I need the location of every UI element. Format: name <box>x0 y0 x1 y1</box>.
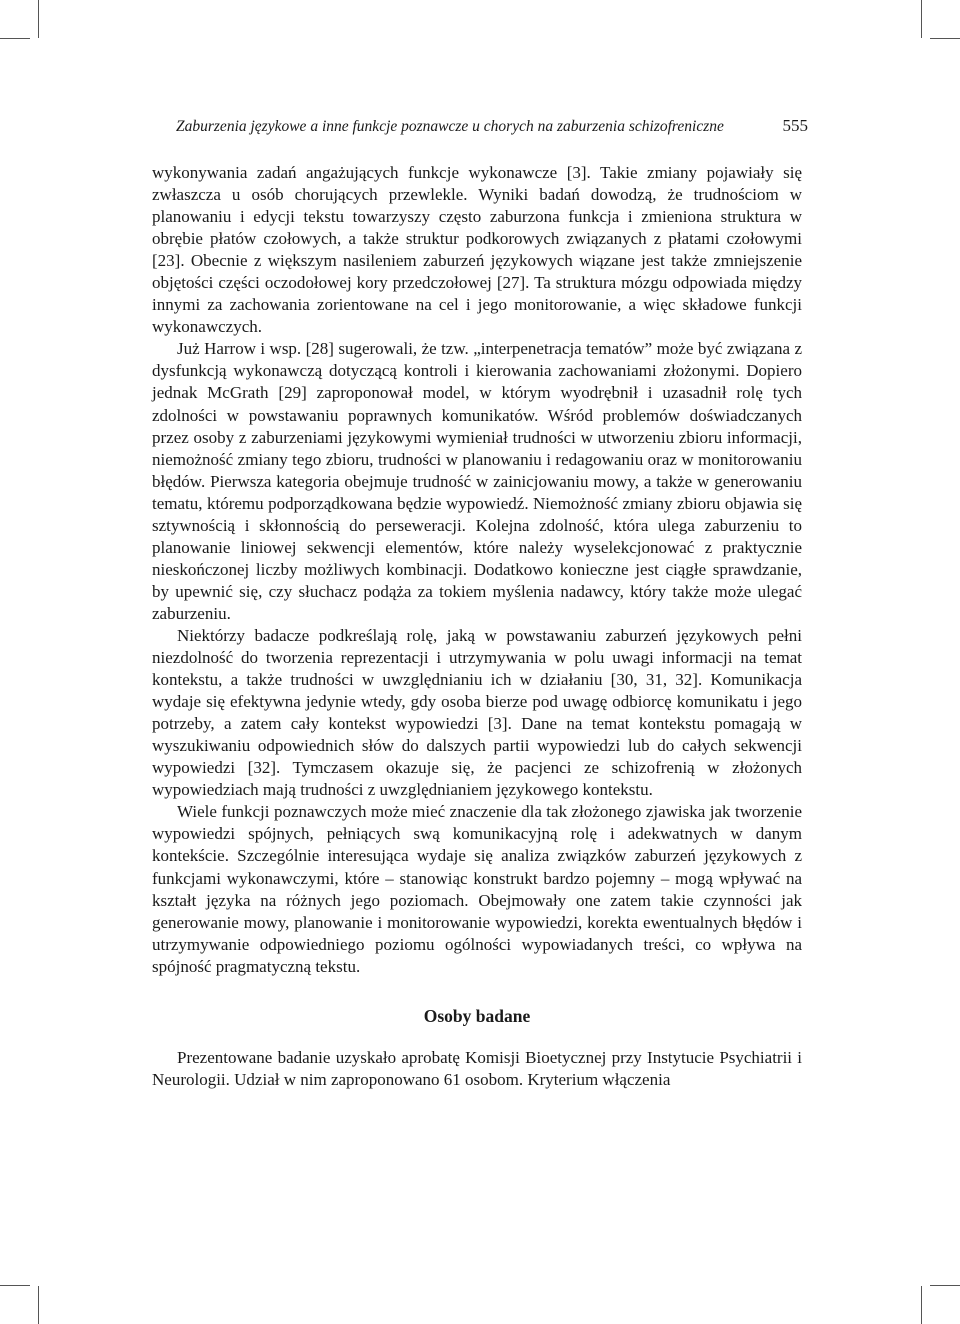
crop-mark-bottom-right <box>921 1286 922 1324</box>
main-text <box>152 162 802 1091</box>
running-header-title: Zaburzenia językowe a inne funkcje poznawcze u chorych na zaburzenia schizofreniczne <box>176 118 724 135</box>
paragraph-4: Wiele funkcji poznawczych może mieć znaczenie dla tak złożonego zjawiska jak tworzenie wypowiedzi spójnych, pełniących swą komunikacyjną rolę i adekwatnych w danym kontekście. Szczególnie interesująca wydaje się analiza związków zaburzeń językowych z funkcjami wykonawczymi, które – stanowiąc konstrukt bardzo pojemny – mogą wpływać na kształt języka na różnych jego poziomach. Obejmowały one zatem takie czynności jak generowanie mowy, planowanie i monitorowanie wypowiedzi, korekta ewentualnych błędów i utrzymywanie odpowiedniego poziomu ogólności wypowiadanych treści, co wpływa na spójność pragmatyczną tekstu. <box>152 802 802 976</box>
page-number: 555 <box>782 116 808 135</box>
section-paragraph: Prezentowane badanie uzyskało aprobatę Komisji Bioetycznej przy Instytucie Psychiatrii i Neurologii. Udział w nim zaproponowano 61 osobom. Kryterium włączenia <box>152 1047 802 1089</box>
paragraph-2: Już Harrow i wsp. [28] sugerowali, że tzw. „interpenetracja tematów” może być związana z dysfunkcją wykonawczą dotyczącą kontroli i kierowania zachowaniami złożonymi. Dopiero jednak McGrath [29] zaproponował model, w którym wyodrębnił i uzasadnił rolę tych zdolności w powstawaniu poprawnych komunikatów. Wśród problemów doświadczanych przez osoby z zaburzeniami językowymi wymieniał trudności w utworzeniu zbioru informacji, niemożność zmiany tego zbioru, trudności w planowaniu i redagowaniu oraz w monitorowaniu błędów. Pierwsza kategoria obejmuje trudność w zainicjowaniu mowy, a także w generowaniu tematu, któremu podporządkowana będzie wypowiedź. Niemożność zmiany zbioru objawia się sztywnością i skłonnością do perseweracji. Kolejna zdolność, która ulega zaburzeniu to planowanie liniowej sekwencji elementów, które należy wyselekcjonować z praktycznie nieskończonej liczby możliwych kombinacji. Dodatkowo konieczne jest ciągłe sprawdzanie, by upewnić się, czy słuchacz podąża za tokiem myślenia nadawcy, który także może ulegać zaburzeniu. <box>152 339 802 623</box>
running-header <box>176 116 808 136</box>
crop-mark-bottom-right-h <box>930 1285 960 1286</box>
paragraph-3: Niektórzy badacze podkreślają rolę, jaką w powstawaniu zaburzeń językowych pełni niezdolność do tworzenia reprezentacji i utrzymywania w polu uwagi informacji na temat kontekstu, a także trudności w uwzględnianiu ich w działaniu [30, 31, 32]. Komunikacja wydaje się efektywna jedynie wtedy, gdy osoba bierze pod uwagę odbiorcę komunikatu i jego potrzeby, a zatem cały kontekst wypowiedzi [3]. Dane na temat kontekstu pomagają w wyszukiwaniu odpowiednich słów do dalszych partii wypowiedzi lub do całych sekwencji wypowiedzi [32]. Tymczasem okazuje się, że pacjenci ze schizofrenią w złożonych wypowiedziach mają trudności z uwzględnianiem językowego kontekstu. <box>152 625 802 800</box>
paragraph-1: wykonywania zadań angażujących funkcje wykonawcze [3]. Takie zmiany pojawiały się zwłaszcza u osób chorujących przewlekle. Wyniki badań dowodzą, że trudnościom w planowaniu i edycji tekstu towarzyszy często zaburzona funkcja i zmieniona struktura w obrębie płatów czołowych, a także struktur podkorowych związanych z płatami czołowymi [23]. Obecnie z większym nasileniem zaburzeń językowych wiązane jest także zmniejszenie objętości części oczodołowej kory przedczołowej [27]. Ta struktura mózgu odpowiada między innymi za zachowania zorientowane na cel i jego monitorowanie, a więc składowe funkcji wykonawczych. <box>152 163 802 337</box>
crop-mark-top-right <box>921 0 922 38</box>
crop-mark-top-right-h <box>930 38 960 39</box>
crop-mark-top-left-h <box>0 38 30 39</box>
crop-mark-top-left <box>38 0 39 38</box>
crop-mark-bottom-left <box>38 1286 39 1324</box>
crop-mark-bottom-left-h <box>0 1285 30 1286</box>
section-heading: Osoby badane <box>423 1005 531 1026</box>
